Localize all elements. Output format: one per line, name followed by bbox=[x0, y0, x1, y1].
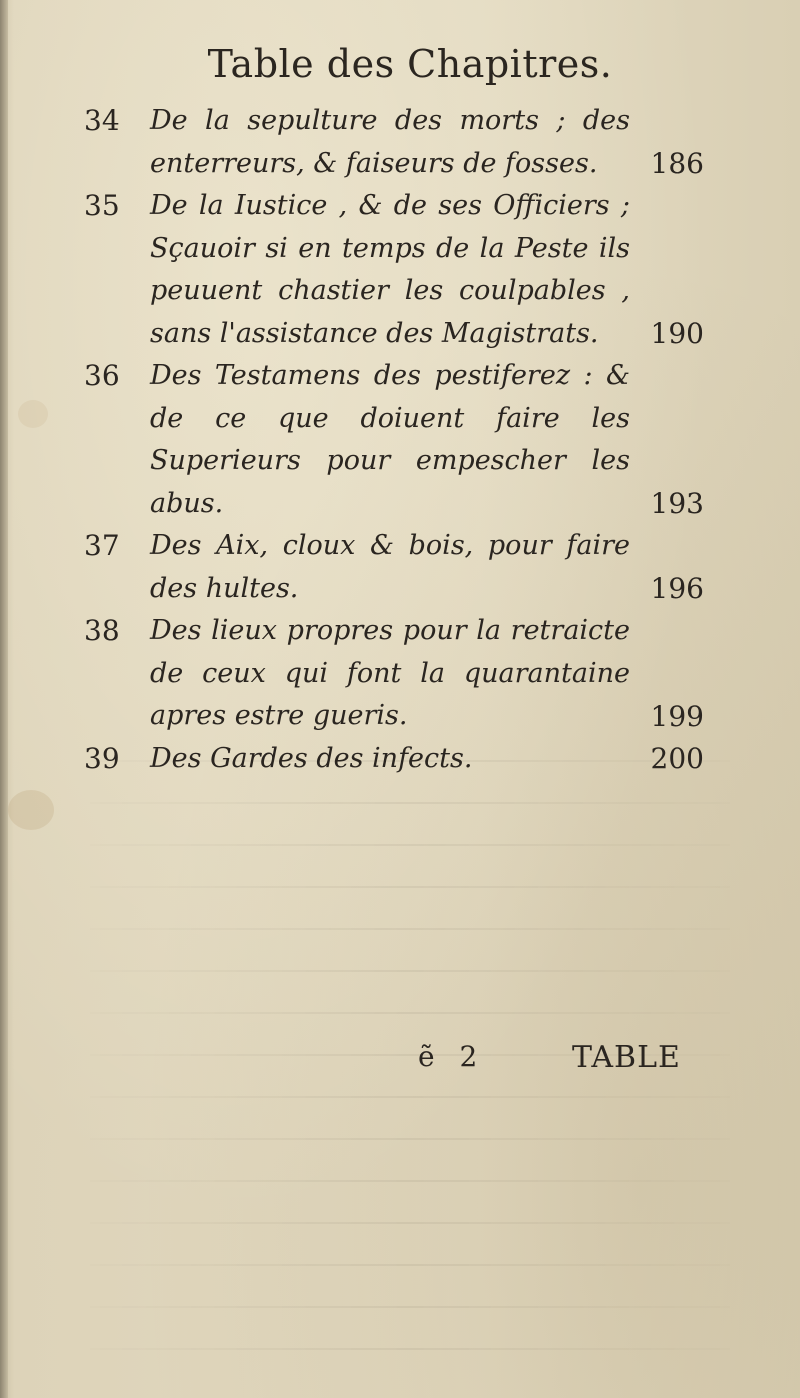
chapter-number: 36 bbox=[84, 359, 120, 392]
chapter-title: Des Gardes des infects. bbox=[150, 742, 473, 774]
page-footer bbox=[0, 1040, 800, 1090]
chapter-title: Des Aix, cloux & bois, pour faire des hultes. bbox=[150, 530, 630, 604]
chapter-number: 34 bbox=[84, 104, 120, 137]
chapter-number: 37 bbox=[84, 529, 120, 562]
chapter-title: De la Iustice , & de ses Officiers ; Sçauoir si en temps de la Peste ils peuuent chastier les coulpables , sans l'assistance des Magistrats. bbox=[150, 190, 630, 349]
chapter-page-number: 190 bbox=[650, 317, 704, 350]
chapter-page-number: 196 bbox=[650, 572, 704, 605]
toc-entry bbox=[84, 610, 724, 738]
chapter-title: De la sepulture des morts ; des enterreurs, & faiseurs de fosses. bbox=[150, 105, 630, 179]
signature-mark: ẽ 2 bbox=[418, 1040, 486, 1073]
chapter-number: 35 bbox=[84, 189, 120, 222]
toc-entry bbox=[84, 525, 724, 610]
chapter-title: Des lieux propres pour la retraicte de ceux qui font la quarantaine apres estre gueris. bbox=[150, 615, 630, 731]
catchword: TABLE bbox=[572, 1040, 681, 1075]
page-gutter bbox=[0, 0, 8, 1398]
chapter-number: 39 bbox=[84, 741, 120, 775]
chapter-page-number: 200 bbox=[650, 742, 704, 775]
paper-stain bbox=[18, 400, 48, 428]
chapter-page-number: 193 bbox=[650, 487, 704, 520]
paper-stain bbox=[8, 790, 54, 830]
chapter-number: 38 bbox=[84, 614, 120, 647]
toc-entry bbox=[84, 355, 724, 525]
table-of-contents bbox=[84, 100, 724, 780]
toc-entry bbox=[84, 738, 724, 781]
toc-entry bbox=[84, 100, 724, 185]
page-title: Table des Chapitres. bbox=[207, 42, 613, 86]
toc-entry bbox=[84, 185, 724, 355]
chapter-title: Des Testamens des pestiferez : & de ce que doiuent faire les Superieurs pour empescher les abus. bbox=[150, 360, 630, 519]
chapter-page-number: 186 bbox=[650, 147, 704, 180]
page-header bbox=[0, 42, 800, 86]
chapter-page-number: 199 bbox=[650, 699, 704, 733]
